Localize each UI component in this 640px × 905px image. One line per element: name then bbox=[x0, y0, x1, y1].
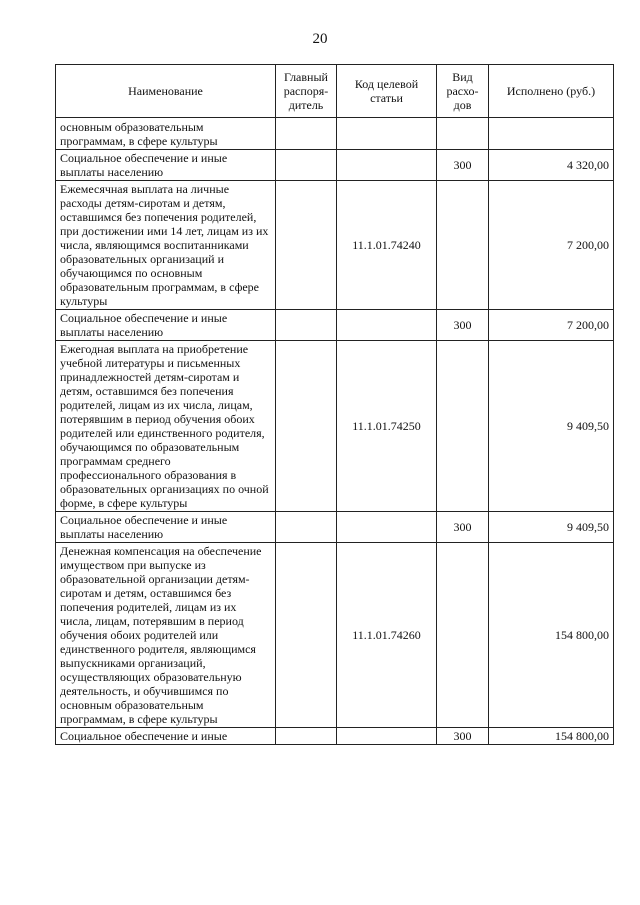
row-code: 11.1.01.74260 bbox=[337, 543, 437, 728]
row-manager bbox=[276, 341, 337, 512]
row-manager bbox=[276, 543, 337, 728]
header-target-code: Код целевой статьи bbox=[337, 65, 437, 118]
table-row bbox=[56, 118, 614, 150]
row-amount: 154 800,00 bbox=[489, 728, 614, 745]
expenditure-table bbox=[55, 64, 614, 745]
table-row bbox=[56, 181, 614, 310]
row-code bbox=[337, 150, 437, 181]
table-row bbox=[56, 150, 614, 181]
row-name: Ежегодная выплата на приобретение учебной литературы и письменных принадлежностей детям-сиротам и детям, оставшимся без попечения родителей, лицам из их числа, лицам, потерявшим в период обучения обоих родителей или единственного родителя, обучающимся по образовательным программам среднего профессионального образования в образовательных организациях по очной форме, в сфере культуры bbox=[56, 341, 276, 512]
table-row bbox=[56, 310, 614, 341]
table-row bbox=[56, 728, 614, 745]
row-type bbox=[437, 181, 489, 310]
row-code: 11.1.01.74250 bbox=[337, 341, 437, 512]
row-manager bbox=[276, 118, 337, 150]
header-name: Наименование bbox=[56, 65, 276, 118]
row-type: 300 bbox=[437, 512, 489, 543]
row-code bbox=[337, 118, 437, 150]
row-type: 300 bbox=[437, 310, 489, 341]
row-name: Ежемесячная выплата на личные расходы детям-сиротам и детям, оставшимся без попечения родителей, при достижении ими 14 лет, лицам из их числа, являющимся воспитанниками образовательных организаций и обучающимся по основным образовательным программам, в сфере культуры bbox=[56, 181, 276, 310]
row-name: Социальное обеспечение и иные bbox=[56, 728, 276, 745]
header-chief-manager: Главный распоря- дитель bbox=[276, 65, 337, 118]
row-manager bbox=[276, 310, 337, 341]
row-code bbox=[337, 728, 437, 745]
row-code bbox=[337, 512, 437, 543]
row-name: Социальное обеспечение и иные выплаты населению bbox=[56, 310, 276, 341]
page-number: 20 bbox=[312, 31, 328, 47]
row-name: основным образовательным программам, в сфере культуры bbox=[56, 118, 276, 150]
row-type bbox=[437, 118, 489, 150]
row-amount: 154 800,00 bbox=[489, 543, 614, 728]
table-row bbox=[56, 341, 614, 512]
row-type: 300 bbox=[437, 150, 489, 181]
row-amount: 9 409,50 bbox=[489, 341, 614, 512]
row-amount: 9 409,50 bbox=[489, 512, 614, 543]
row-code: 11.1.01.74240 bbox=[337, 181, 437, 310]
header-executed: Исполнено (руб.) bbox=[489, 65, 614, 118]
table-row bbox=[56, 512, 614, 543]
header-expense-type: Вид расхо- дов bbox=[437, 65, 489, 118]
row-name: Социальное обеспечение и иные выплаты населению bbox=[56, 150, 276, 181]
row-manager bbox=[276, 181, 337, 310]
row-amount: 7 200,00 bbox=[489, 181, 614, 310]
table-header-row bbox=[56, 65, 614, 118]
row-amount: 7 200,00 bbox=[489, 310, 614, 341]
row-amount: 4 320,00 bbox=[489, 150, 614, 181]
row-type bbox=[437, 543, 489, 728]
row-name: Социальное обеспечение и иные выплаты населению bbox=[56, 512, 276, 543]
row-name: Денежная компенсация на обеспечение имуществом при выпуске из образовательной организации детям-сиротам и детям, оставшимся без попечения родителей, лицам из их числа, лицам, потерявшим в период обучения обоих родителей или единственного родителя, являющимся выпускниками организаций, осуществляющих образовательную деятельность, и обучившимся по основным образовательным программам, в сфере культуры bbox=[56, 543, 276, 728]
row-code bbox=[337, 310, 437, 341]
row-type bbox=[437, 341, 489, 512]
row-amount bbox=[489, 118, 614, 150]
row-type: 300 bbox=[437, 728, 489, 745]
row-manager bbox=[276, 728, 337, 745]
row-manager bbox=[276, 512, 337, 543]
row-manager bbox=[276, 150, 337, 181]
table-row bbox=[56, 543, 614, 728]
